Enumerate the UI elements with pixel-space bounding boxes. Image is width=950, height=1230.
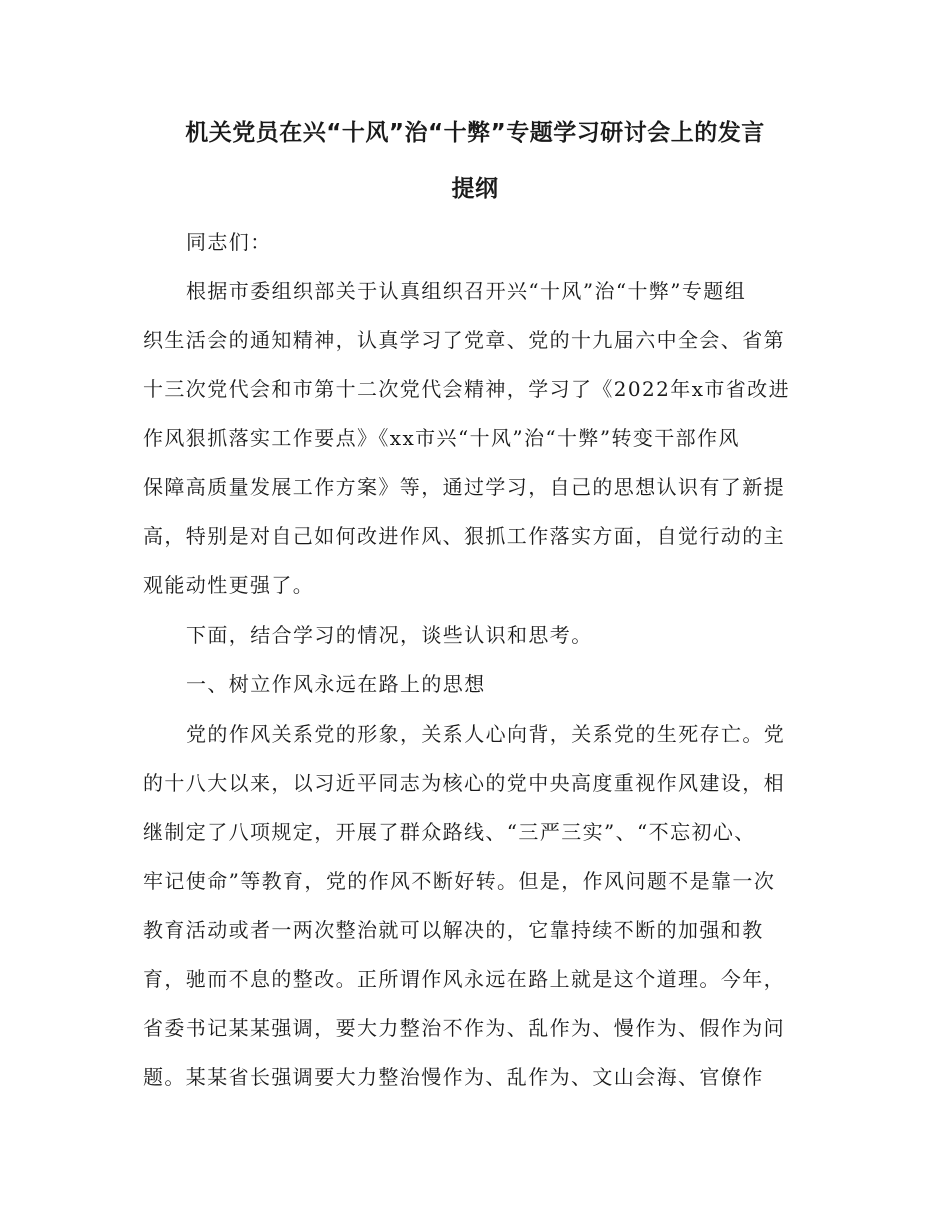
paragraph-line: 继制定了八项规定，开展了群众路线、“三严三实”、“不忘初心、 — [143, 820, 756, 844]
paragraph-line: 牢记使命”等教育，党的作风不断好转。但是，作风问题不是靠一次 — [143, 869, 776, 893]
section-heading: 一、树立作风永远在路上的思想 — [186, 672, 486, 696]
paragraph-line: 育，驰而不息的整改。正所谓作风永远在路上就是这个道理。今年， — [143, 967, 785, 991]
document-title-line-1: 机关党员在兴“十风”治“十弊”专题学习研讨会上的发言 — [185, 120, 765, 146]
paragraph-line: 保障高质量发展工作方案》等，通过学习，自己的思想认识有了新提 — [143, 475, 785, 499]
paragraph-line: 作风狠抓落实工作要点》《xx市兴“十风”治“十弊”转变干部作风 — [143, 426, 740, 450]
paragraph-line: 下面，结合学习的情况，谈些认识和思考。 — [186, 623, 593, 647]
paragraph-line: 高，特别是对自己如何改进作风、狠抓工作落实方面，自觉行动的主 — [143, 524, 785, 548]
salutation: 同志们： — [186, 230, 272, 254]
paragraph-line: 党的作风关系党的形象，关系人心向背，关系党的生死存亡。党 — [186, 722, 786, 746]
paragraph-line: 的十八大以来，以习近平同志为核心的党中央高度重视作风建设，相 — [143, 771, 785, 795]
paragraph-line: 织生活会的通知精神，认真学习了党章、党的十九届六中全会、省第 — [143, 328, 785, 352]
paragraph-line: 十三次党代会和市第十二次党代会精神，学习了《2022年x市省改进 — [143, 377, 790, 401]
paragraph-line: 观能动性更强了。 — [143, 573, 315, 597]
paragraph-line: 省委书记某某强调，要大力整治不作为、乱作为、慢作为、假作为问 — [143, 1016, 785, 1040]
paragraph-line: 根据市委组织部关于认真组织召开兴“十风”治“十弊”专题组 — [186, 279, 747, 303]
paragraph-line: 教育活动或者一两次整治就可以解决的，它靠持续不断的加强和教 — [143, 918, 764, 942]
paragraph-line: 题。某某省长强调要大力整治慢作为、乱作为、文山会海、官僚作 — [143, 1065, 764, 1089]
document-title-line-2: 提纲 — [451, 176, 499, 202]
